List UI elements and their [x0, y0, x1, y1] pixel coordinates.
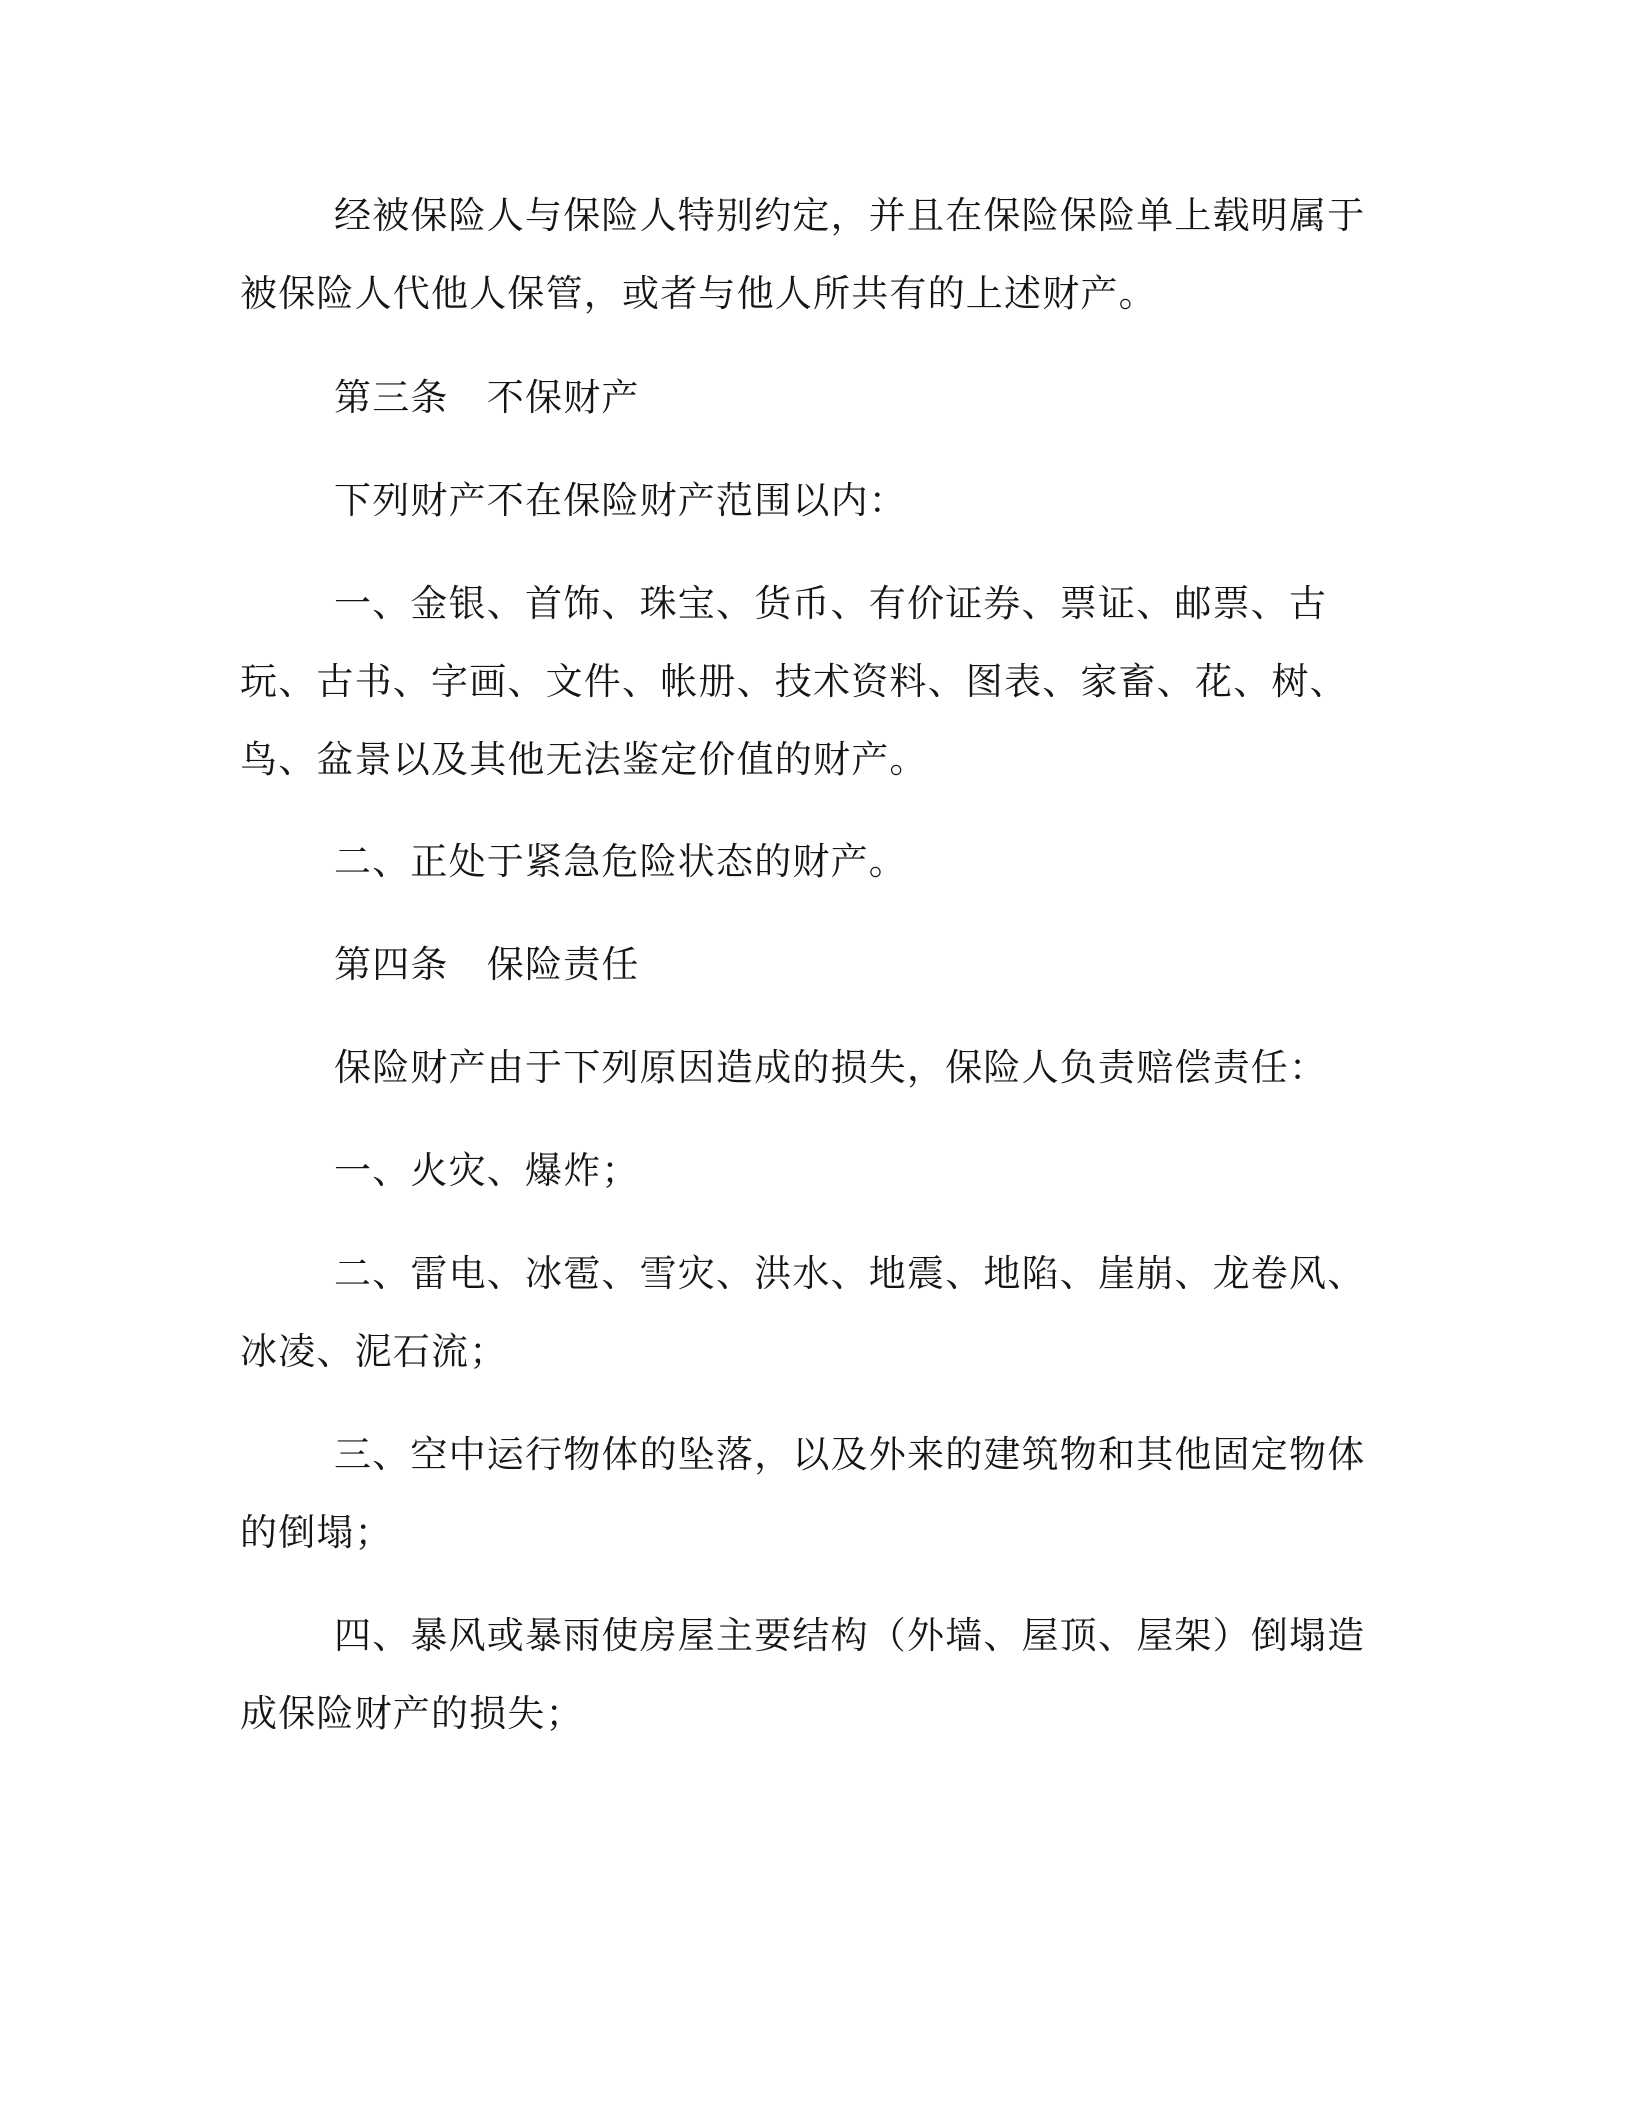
paragraph-special-agreement: 经被保险人与保险人特别约定，并且在保险保险单上载明属于被保险人代他人保管，或者与他人所共有的上述财产。: [240, 194, 1366, 315]
paragraph-liability-item-3: 三、空中运行物体的坠落，以及外来的建筑物和其他固定物体的倒塌；: [240, 1433, 1366, 1554]
paragraph-liability-intro: 保险财产由于下列原因造成的损失，保险人负责赔偿责任：: [334, 1046, 1328, 1089]
paragraph-liability-item-2: 二、雷电、冰雹、雪灾、洪水、地震、地陷、崖崩、龙卷风、冰凌、泥石流；: [240, 1252, 1366, 1373]
paragraph-liability-item-4: 四、暴风或暴雨使房屋主要结构（外墙、屋顶、屋架）倒塌造成保险财产的损失；: [240, 1614, 1366, 1735]
heading-article-3: 第三条 不保财产: [334, 376, 640, 419]
paragraph-liability-item-1: 一、火灾、爆炸；: [334, 1149, 640, 1192]
heading-article-4: 第四条 保险责任: [334, 943, 640, 986]
paragraph-excluded-item-2: 二、正处于紧急危险状态的财产。: [334, 840, 907, 883]
paragraph-excluded-item-1: 一、金银、首饰、珠宝、货币、有价证券、票证、邮票、古玩、古书、字画、文件、帐册、技术资料、图表、家畜、花、树、鸟、盆景以及其他无法鉴定价值的财产。: [240, 582, 1348, 781]
paragraph-excluded-intro: 下列财产不在保险财产范围以内：: [334, 479, 907, 522]
